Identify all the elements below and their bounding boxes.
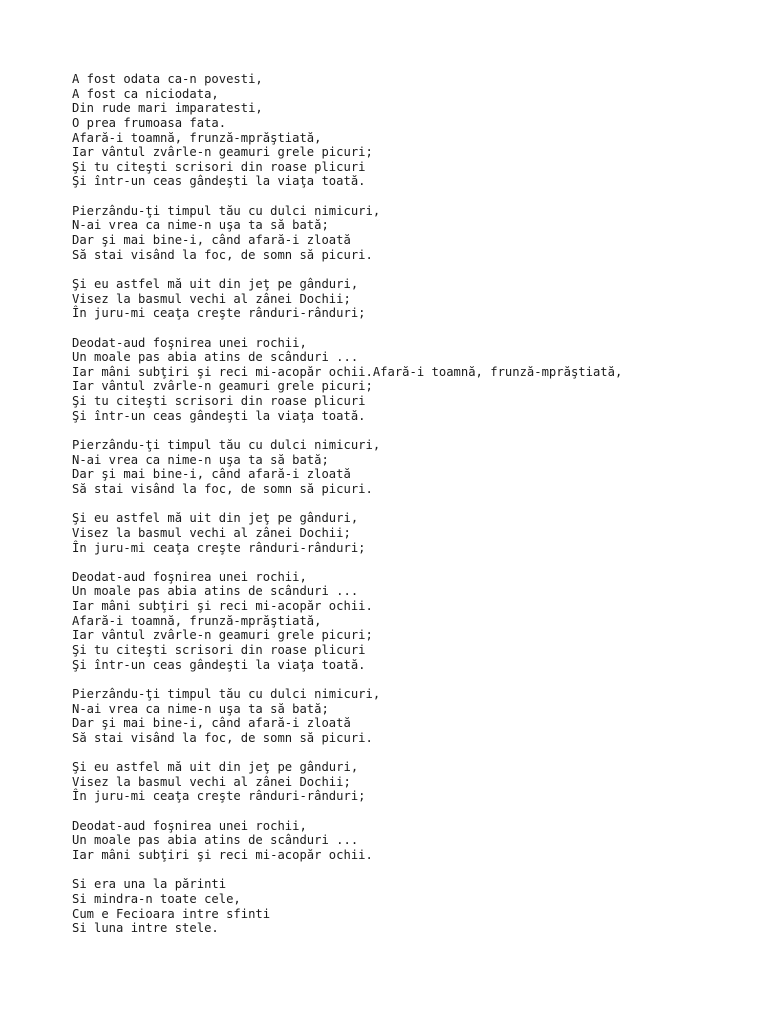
- text-line: Şi tu citeşti scrisori din roase plicuri: [72, 159, 366, 174]
- text-line: Şi eu astfel mă uit din jeţ pe gânduri,: [72, 760, 359, 775]
- text-line: Şi tu citeşti scrisori din roase plicuri: [72, 394, 366, 409]
- text-line: Visez la basmul vechi al zânei Dochii;: [72, 291, 351, 306]
- text-line: Deodat-aud foşnirea unei rochii,: [72, 569, 307, 584]
- text-line: Si luna intre stele.: [72, 921, 219, 936]
- stanza: [72, 760, 752, 804]
- text-line: Dar şi mai bine-i, când afară-i zloată: [72, 233, 351, 248]
- stanza: [72, 204, 752, 263]
- text-line: Şi eu astfel mă uit din jeţ pe gânduri,: [72, 276, 359, 291]
- text-line: A fost ca niciodata,: [72, 86, 219, 101]
- stanza: [72, 336, 752, 424]
- text-line: Un moale pas abia atins de scânduri ...: [72, 833, 359, 848]
- text-line: În juru-mi ceaţa creşte rânduri-rânduri;: [72, 789, 366, 804]
- text-line: În juru-mi ceaţa creşte rânduri-rânduri;: [72, 540, 366, 555]
- stanza: [72, 819, 752, 863]
- stanza: [72, 687, 752, 746]
- text-line: Un moale pas abia atins de scânduri ...: [72, 350, 359, 365]
- text-line: Şi eu astfel mă uit din jeţ pe gânduri,: [72, 511, 359, 526]
- text-line: N-ai vrea ca nime-n uşa ta să bată;: [72, 218, 329, 233]
- text-line: Afară-i toamnă, frunză-mprăştiată,: [72, 613, 322, 628]
- text-line: Afară-i toamnă, frunză-mprăştiată,: [72, 130, 322, 145]
- text-line: Şi într-un ceas gândeşti la viaţa toată.: [72, 657, 366, 672]
- text-line: N-ai vrea ca nime-n uşa ta să bată;: [72, 452, 329, 467]
- text-line: Să stai visând la foc, de somn să picuri.: [72, 481, 373, 496]
- stanza: [72, 877, 752, 936]
- text-line: În juru-mi ceaţa creşte rânduri-rânduri;: [72, 306, 366, 321]
- stanza: [72, 72, 752, 189]
- text-line: N-ai vrea ca nime-n uşa ta să bată;: [72, 701, 329, 716]
- text-line: O prea frumoasa fata.: [72, 115, 227, 130]
- text-line: Dar şi mai bine-i, când afară-i zloată: [72, 467, 351, 482]
- text-line: Iar vântul zvârle-n geamuri grele picuri;: [72, 379, 373, 394]
- stanza: [72, 570, 752, 672]
- text-line: Din rude mari imparatesti,: [72, 101, 263, 116]
- text-line: Iar mâni subţiri şi reci mi-acopăr ochii.: [72, 599, 373, 614]
- poem-text: [72, 72, 752, 950]
- text-line: Dar şi mai bine-i, când afară-i zloată: [72, 716, 351, 731]
- text-line: Pierzându-ţi timpul tău cu dulci nimicuri,: [72, 203, 381, 218]
- stanza: [72, 511, 752, 555]
- text-line: Cum e Fecioara intre sfinti: [72, 906, 271, 921]
- text-line: Iar mâni subţiri şi reci mi-acopăr ochii.: [72, 847, 373, 862]
- text-line: Şi tu citeşti scrisori din roase plicuri: [72, 642, 366, 657]
- text-line: Iar mâni subţiri şi reci mi-acopăr ochii.Afară-i toamnă, frunză-mprăştiată,: [72, 364, 623, 379]
- text-line: Deodat-aud foşnirea unei rochii,: [72, 818, 307, 833]
- text-line: Să stai visând la foc, de somn să picuri.: [72, 730, 373, 745]
- text-line: Un moale pas abia atins de scânduri ...: [72, 584, 359, 599]
- text-line: Visez la basmul vechi al zânei Dochii;: [72, 774, 351, 789]
- text-line: Şi într-un ceas gândeşti la viaţa toată.: [72, 408, 366, 423]
- text-line: A fost odata ca-n povesti,: [72, 72, 263, 86]
- text-line: Şi într-un ceas gândeşti la viaţa toată.: [72, 174, 366, 189]
- text-line: Pierzându-ţi timpul tău cu dulci nimicuri,: [72, 438, 381, 453]
- text-line: Să stai visând la foc, de somn să picuri.: [72, 247, 373, 262]
- text-line: Deodat-aud foşnirea unei rochii,: [72, 335, 307, 350]
- text-line: Pierzându-ţi timpul tău cu dulci nimicuri,: [72, 686, 381, 701]
- text-line: Iar vântul zvârle-n geamuri grele picuri;: [72, 628, 373, 643]
- text-line: Visez la basmul vechi al zânei Dochii;: [72, 525, 351, 540]
- text-line: Iar vântul zvârle-n geamuri grele picuri;: [72, 145, 373, 160]
- stanza: [72, 277, 752, 321]
- text-line: Si era una la părinti: [72, 877, 227, 892]
- text-line: Si mindra-n toate cele,: [72, 891, 241, 906]
- stanza: [72, 438, 752, 497]
